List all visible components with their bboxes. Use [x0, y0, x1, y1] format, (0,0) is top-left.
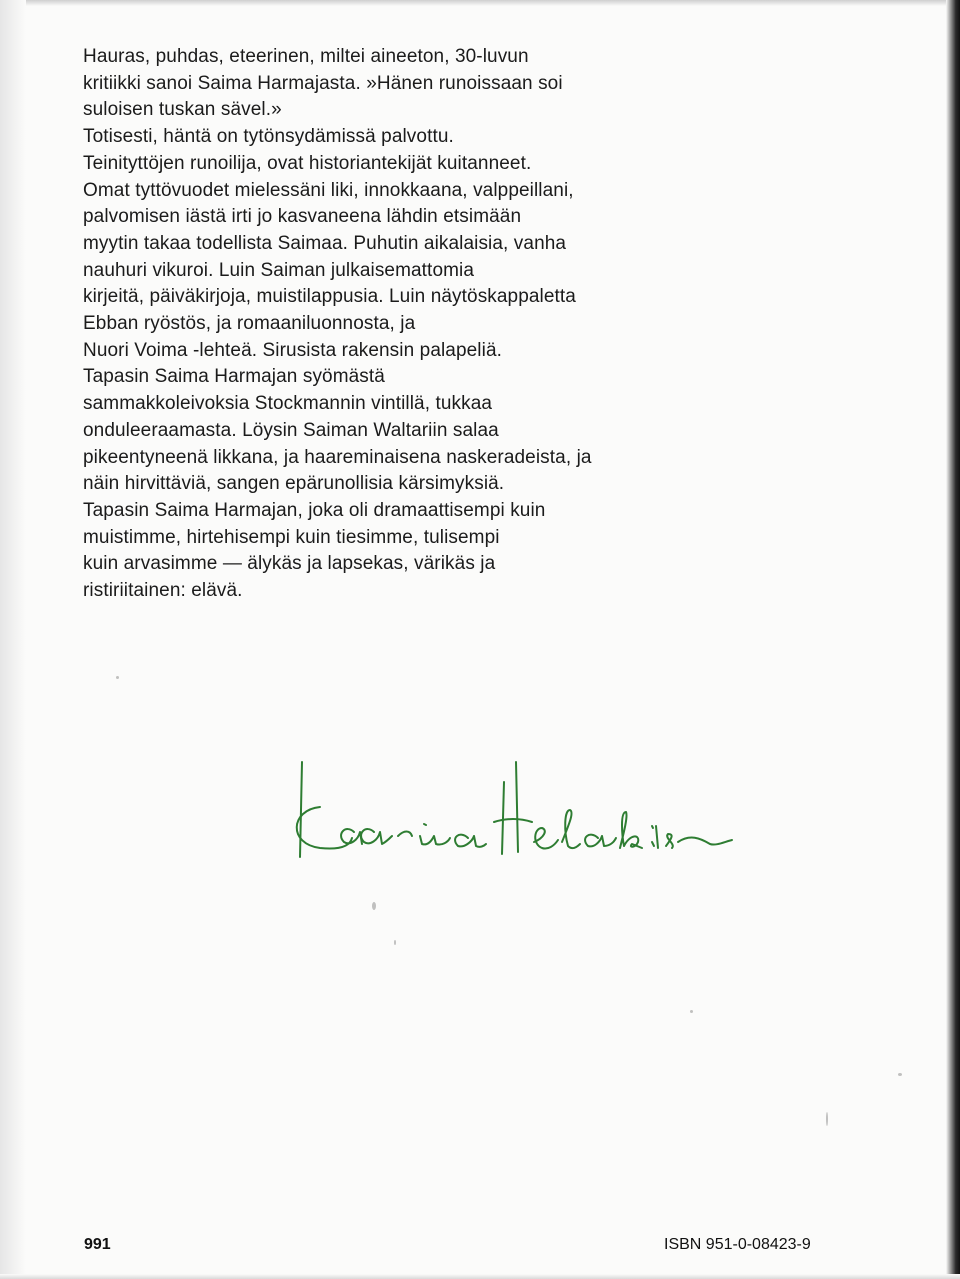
scan-edge-right — [946, 0, 960, 1279]
blurb-line: nauhuri vikuroi. Luin Saiman julkaisemattomia — [83, 259, 475, 281]
blurb-line: Hauras, puhdas, eteerinen, miltei aineeton, 30-luvun — [83, 46, 529, 67]
blurb-line: kirjeitä, päiväkirjoja, muistilappusia. Luin näytöskappaletta — [83, 286, 576, 308]
blurb-line: suloisen tuskan sävel.» — [83, 99, 282, 121]
blurb-line: Tapasin Saima Harmajan syömästä — [83, 366, 385, 388]
scan-edge-bottom — [0, 1274, 960, 1279]
blurb-line: pikeentyneenä likkana, ja haareminaisena naskeradeista, ja — [83, 446, 592, 468]
blurb-line: ristiriitainen: elävä. — [83, 580, 243, 602]
blurb-line: Omat tyttövuodet mielessäni liki, innokkaana, valppeillani, — [83, 179, 574, 201]
scan-speck — [394, 940, 396, 945]
scan-speck — [898, 1073, 902, 1076]
blurb-line: Nuori Voima -lehteä. Sirusista rakensin palapeliä. — [83, 339, 502, 361]
blurb-line: onduleeraamasta. Löysin Saiman Waltariin salaa — [83, 419, 499, 441]
scan-speck — [826, 1112, 828, 1126]
blurb-line: kritiikki sanoi Saima Harmajasta. »Hänen runoissaan soi — [83, 72, 563, 94]
blurb-text — [83, 44, 683, 605]
blurb-line: Tapasin Saima Harmajan, joka oli dramaattisempi kuin — [83, 499, 546, 521]
scan-edge-top — [0, 0, 960, 6]
blurb-line: muistimme, hirtehisempi kuin tiesimme, tulisempi — [83, 526, 500, 548]
scan-speck — [372, 902, 376, 910]
blurb-line: näin hirvittäviä, sangen epärunollisia kärsimyksiä. — [83, 473, 505, 495]
scan-edge-left — [0, 0, 26, 1279]
blurb-line: sammakkoleivoksia Stockmannin vintillä, tukkaa — [83, 393, 493, 415]
scan-speck — [116, 676, 119, 679]
blurb-line: myytin takaa todellista Saimaa. Puhutin aikalaisia, vanha — [83, 232, 567, 254]
blurb-line: Ebban ryöstös, ja romaaniluonnosta, ja — [83, 313, 416, 335]
isbn-number: ISBN 951-0-08423-9 — [664, 1236, 811, 1253]
blurb-line: Teinityttöjen runoilija, ovat historiantekijät kuitanneet. — [83, 152, 532, 174]
author-signature — [280, 752, 740, 862]
scan-speck — [690, 1010, 693, 1013]
blurb-line: kuin arvasimme — älykäs ja lapsekas, värikäs ja — [83, 553, 496, 575]
blurb-line: palvomisen iästä irti jo kasvaneena lähdin etsimään — [83, 206, 522, 228]
blurb-line: Totisesti, häntä on tytönsydämissä palvottu. — [83, 126, 454, 148]
catalog-number: 991 — [84, 1236, 111, 1253]
